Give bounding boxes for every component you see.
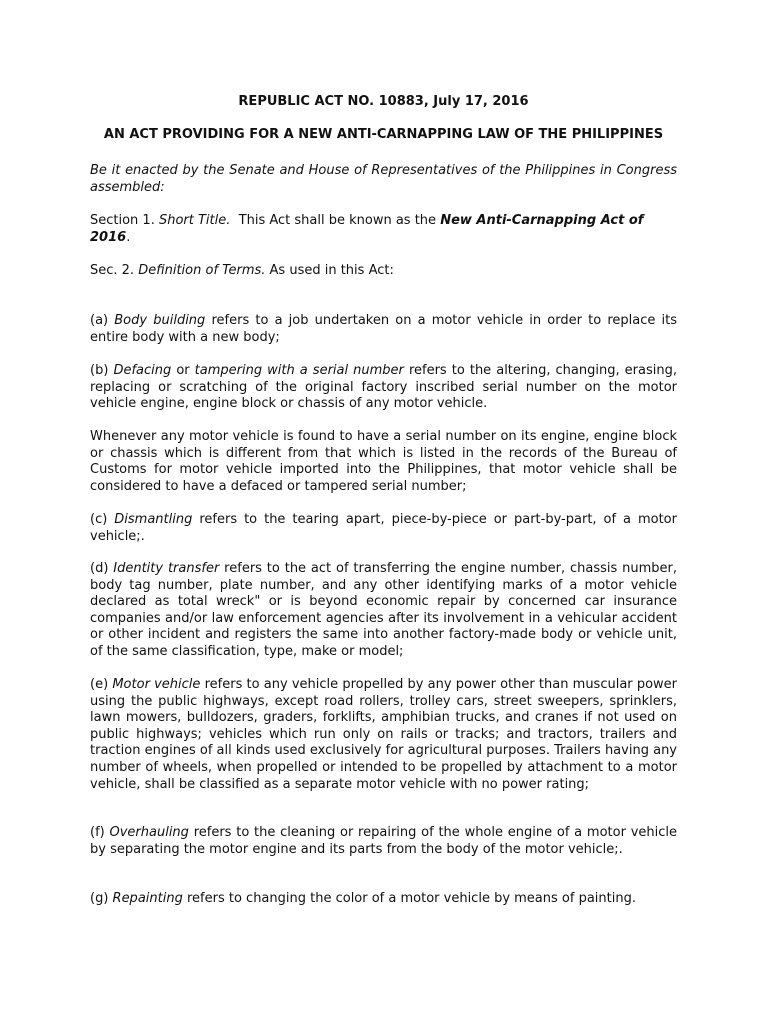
- section-2-prefix: Sec. 2.: [90, 263, 139, 278]
- section-2-suffix: As used in this Act:: [265, 263, 394, 278]
- item-term: Dismantling: [114, 512, 193, 527]
- section-1-mid: This Act shall be known as the: [230, 213, 441, 228]
- section-2-term: Definition of Terms.: [138, 263, 266, 278]
- item-connector: or: [171, 363, 195, 378]
- item-label: (b): [90, 363, 114, 378]
- enacting-clause: Be it enacted by the Senate and House of Representatives of the Philippines in Congress assembled:: [90, 163, 677, 195]
- item-text: refers to the cleaning or repairing of the whole engine of a motor vehicle by separating the motor engine and its parts from the body of the motor vehicle;.: [90, 825, 677, 857]
- item-label: (d): [90, 561, 114, 576]
- section-1: [90, 213, 677, 246]
- item-text: refers to changing the color of a motor vehicle by means of painting.: [182, 891, 636, 906]
- item-term: Overhauling: [109, 825, 189, 840]
- section-1-suffix: .: [126, 229, 131, 245]
- item-text: refers to the altering, changing, erasing, replacing or scratching of the original factory inscribed serial number on the motor vehicle engine, engine block or chassis of any motor vehicle.: [90, 363, 677, 412]
- section-1-prefix: Section 1.: [90, 213, 159, 228]
- item-label: (a): [90, 313, 115, 328]
- definition-c: [90, 512, 677, 545]
- item-term: Defacing: [113, 363, 172, 378]
- item-text: refers to any vehicle propelled by any power other than muscular power using the public highways, except road rollers, trolley cars, street sweepers, sprinklers, lawn mowers, bulldozers, graders, forklifts, amphibian trucks, and cranes if not used on public highways; vehicles which run only on rails or tracks; and tractors, trailers and traction engines of all kinds used exclusively for agricultural purposes. Trailers having any number of wheels, when propelled or intended to be propelled by attachment to a motor vehicle, shall be classified as a separate motor vehicle with no power rating;: [90, 677, 678, 792]
- section-1-act-name: New Anti-Carnapping Act of 2016: [90, 213, 644, 245]
- item-label: (e): [90, 677, 113, 692]
- definition-a: [90, 313, 677, 346]
- section-2: [90, 263, 677, 280]
- item-label: (g): [90, 891, 113, 906]
- act-heading: REPUBLIC ACT NO. 10883, July 17, 2016: [238, 94, 529, 109]
- definition-b-note: Whenever any motor vehicle is found to have a serial number on its engine, engine block or chassis which is different from that which is listed in the records of the Bureau of Customs for motor vehicle imported into the Philippines, that motor vehicle shall be considered to have a defaced or tampered serial number;: [90, 429, 677, 494]
- item-term: Identity transfer: [113, 561, 220, 576]
- item-label: (c): [90, 512, 115, 527]
- definition-d: [90, 561, 677, 661]
- item-term: Motor vehicle: [112, 677, 201, 692]
- definition-g: [90, 891, 677, 908]
- definition-e: [90, 677, 677, 793]
- definition-b: [90, 363, 677, 413]
- item-label: (f): [90, 825, 110, 840]
- item-text: refers to the tearing apart, piece-by-piece or part-by-part, of a motor vehicle;.: [90, 512, 677, 544]
- section-1-term: Short Title.: [158, 213, 231, 228]
- item-text: refers to the act of transferring the engine number, chassis number, body tag number, plate number, and any other identifying marks of a motor vehicle declared as total wreck" or is beyond economic repair by concerned car insurance companies and/or law enforcement agencies after its involvement in a vehicular accident or other incident and registers the same into another factory-made body or vehicle unit, of the same classification, type, make or model;: [90, 561, 678, 659]
- definition-f: [90, 825, 677, 858]
- act-title: AN ACT PROVIDING FOR A NEW ANTI-CARNAPPING LAW OF THE PHILIPPINES: [103, 127, 664, 142]
- item-term: tampering with a serial number: [194, 363, 404, 378]
- item-text: refers to a job undertaken on a motor vehicle in order to replace its entire body with a new body;: [90, 313, 677, 345]
- item-term: Body building: [114, 313, 206, 328]
- item-term: Repainting: [112, 891, 183, 906]
